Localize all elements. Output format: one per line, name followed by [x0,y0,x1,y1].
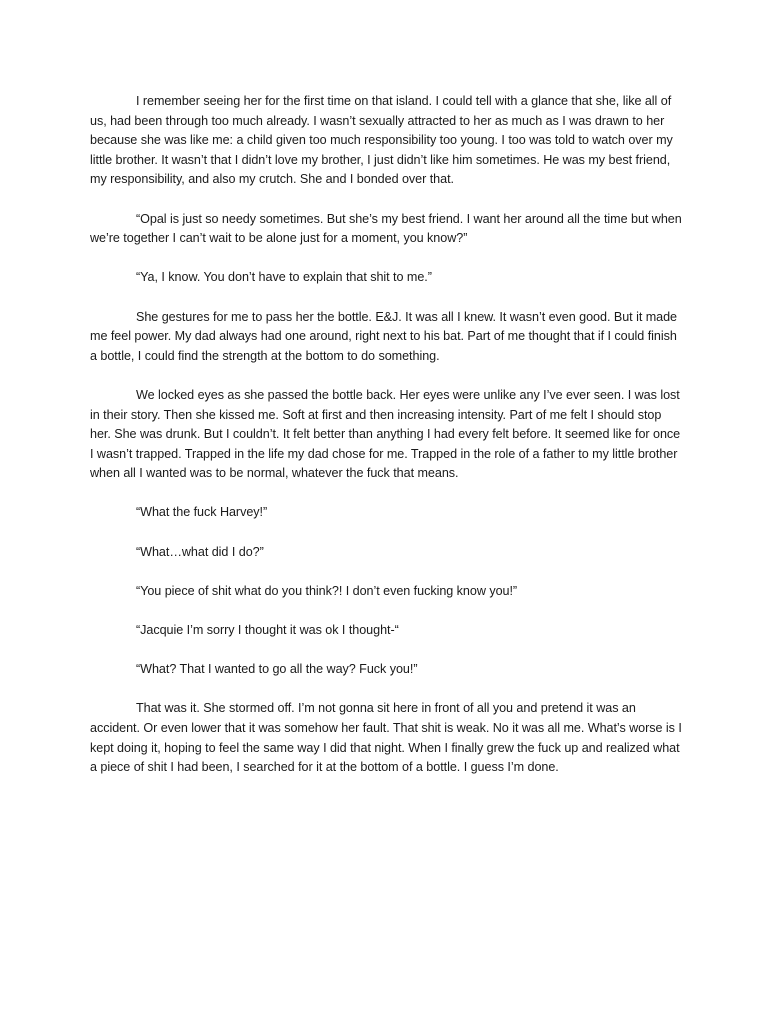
paragraph-5: We locked eyes as she passed the bottle back. Her eyes were unlike any I’ve ever seen. I was lost in their story. Then she kissed me. Soft at first and then increasing intensity. Part of me felt I should stop her. She was drunk. But I couldn’t. It felt better than anything I had every felt before. It seemed like for once I wasn’t trapped. Trapped in the life my dad chose for me. Trapped in the role of a father to my little brother when all I wanted was to be normal, whatever the fuck that means. [90,387,681,481]
paragraph-2: “Opal is just so needy sometimes. But she’s my best friend. I want her around all the time but when we’re together I can’t wait to be alone just for a moment, you know?” [90,211,682,246]
paragraph-10: “What? That I wanted to go all the way? Fuck you!” [136,662,418,677]
paragraph-11: That was it. She stormed off. I’m not gonna sit here in front of all you and pretend it was an accident. Or even lower that it was somehow her fault. That shit is weak. No it was all me. What’s worse is I kept doing it, hoping to feel the same way I did that night. When I finally grew the fuck up and realized what a piece of shit I had been, I searched for it at the bottom of a bottle. I guess I’m done. [90,701,682,775]
paragraph-6: “What the fuck Harvey!” [136,505,268,520]
paragraph-9: “Jacquie I’m sorry I thought it was ok I thought-“ [136,623,399,638]
paragraph-7: “What…what did I do?” [136,544,264,559]
paragraph-8: “You piece of shit what do you think?! I don’t even fucking know you!” [136,583,518,598]
paragraph-4: She gestures for me to pass her the bottle. E&J. It was all I knew. It wasn’t even good. But it made me feel power. My dad always had one around, right next to his bat. Part of me thought that if I could finish a bottle, I could find the strength at the bottom to do something. [90,309,678,363]
paragraph-3: “Ya, I know. You don’t have to explain that shit to me.” [136,270,432,285]
paragraph-1: I remember seeing her for the first time on that island. I could tell with a glance that she, like all of us, had been through too much already. I wasn’t sexually attracted to her as much as I was drawn to her because she was like me: a child given too much responsibility too young. I too was told to watch over my little brother. It wasn’t that I didn’t love my brother, I just didn’t like him sometimes. He was my best friend, my responsibility, and also my crutch. She and I bonded over that. [90,94,673,187]
